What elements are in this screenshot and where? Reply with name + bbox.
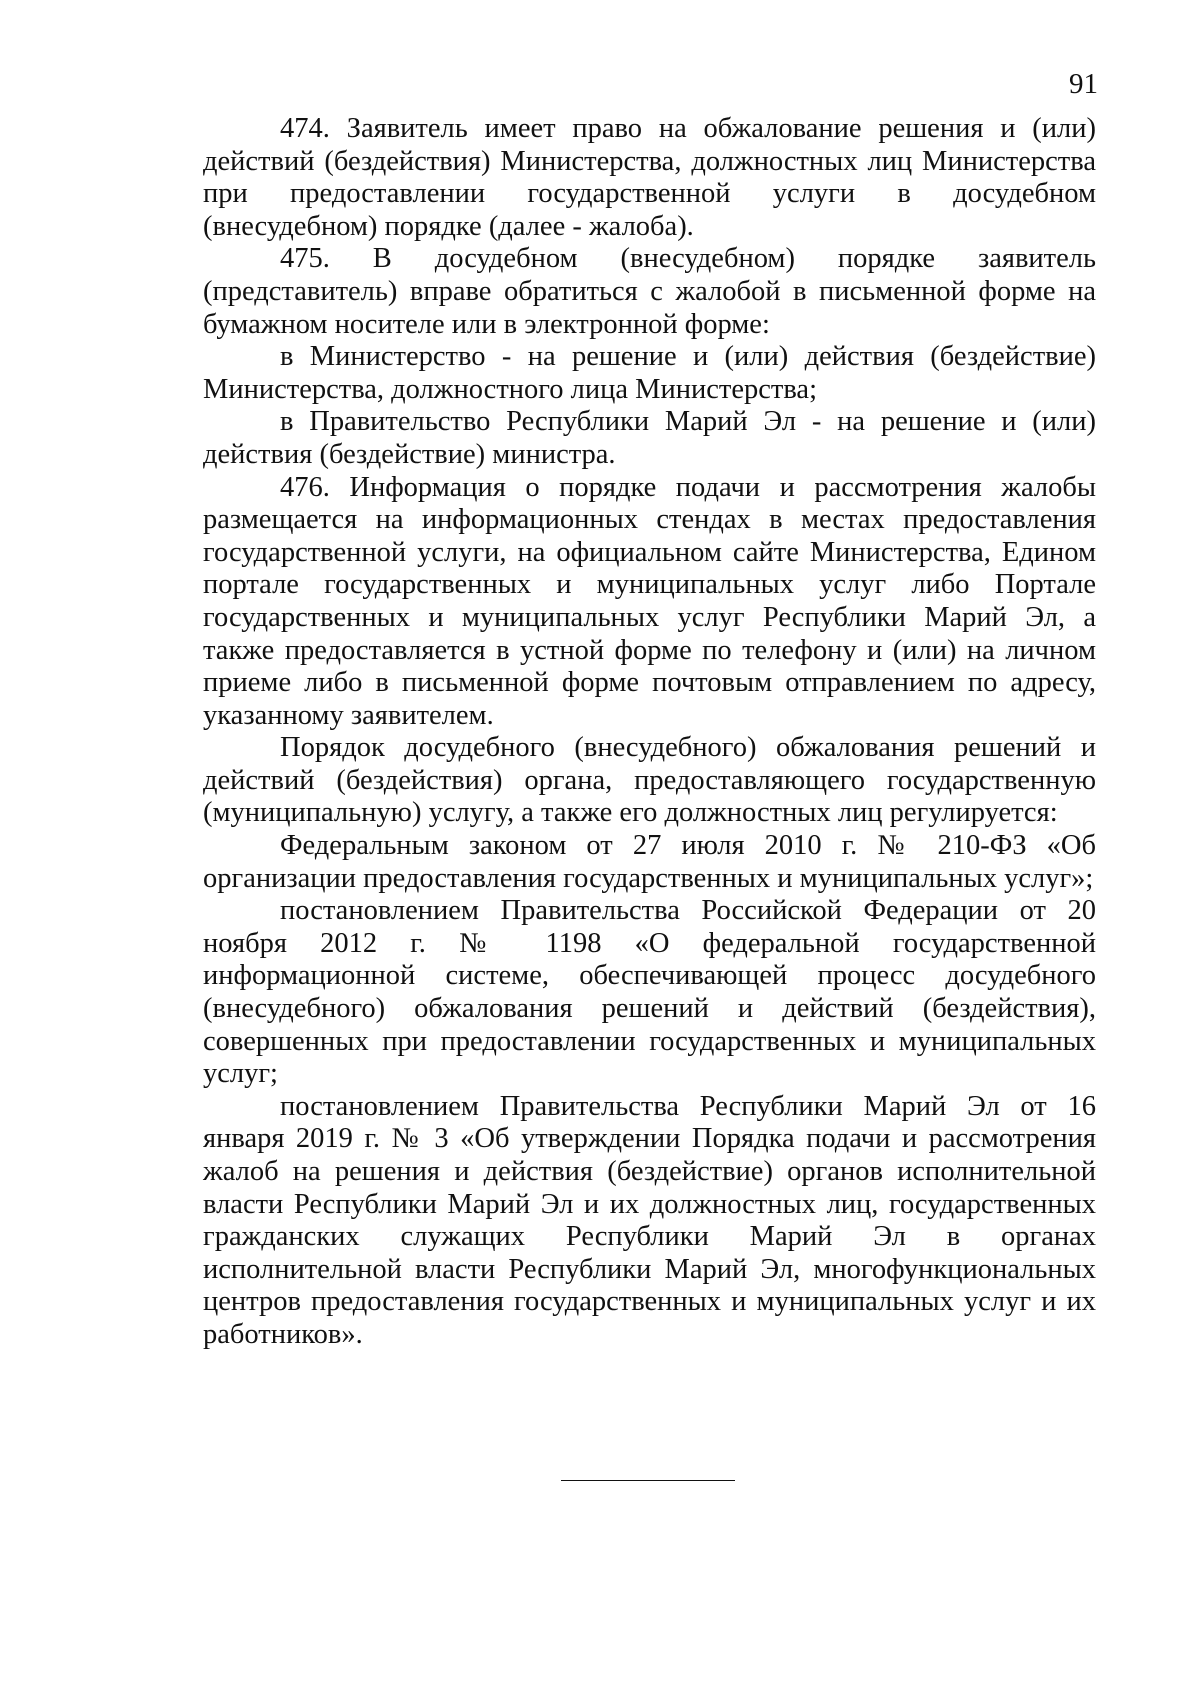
end-of-document-rule [561, 1480, 735, 1481]
page-number: 91 [1069, 68, 1098, 100]
paragraph-476: 476. Информация о порядке подачи и рассмотрения жалобы размещается на информационных стендах в местах предоставления государственной услуги, на официальном сайте Министерства, Едином портале государственных и муниципальных услуг либо Портале государственных и муниципальных услуг Республики Марий Эл, а также предоставляется в устной форме по телефону и (или) на личном приеме либо в письменной форме почтовым отправлением по адресу, указанному заявителем. [203, 471, 1096, 731]
paragraph-mari-el-resolution: постановлением Правительства Республики Марий Эл от 16 января 2019 г. № 3 «Об утверждении Порядка подачи и рассмотрения жалоб на решения и действия (бездействие) органов исполнительной власти Республики Марий Эл и их должностных лиц, государственных гражданских служащих Республики Марий Эл в органах исполнительной власти Республики Марий Эл, многофункциональных центров предоставления государственных и муниципальных услуг и их работников». [203, 1090, 1096, 1350]
paragraph-474: 474. Заявитель имеет право на обжалование решения и (или) действий (бездействия) Министерства, должностных лиц Министерства при предоставлении государственной услуги в досудебном (внесудебном) порядке (далее - жалоба). [203, 113, 1096, 242]
paragraph-475: 475. В досудебном (внесудебном) порядке заявитель (представитель) вправе обратиться с жалобой в письменной форме на бумажном носителе или в электронной форме: [203, 243, 1096, 340]
paragraph-federal-law: Федеральным законом от 27 июля 2010 г. № 210-ФЗ «Об организации предоставления государственных и муниципальных услуг»; [203, 830, 1096, 894]
paragraph-procedure-regulation: Порядок досудебного (внесудебного) обжалования решений и действий (бездействия) органа, предоставляющего государственную (муниципальную) услугу, а также его должностных лиц регулируется: [203, 732, 1096, 829]
paragraph-ministry-appeal: в Министерство - на решение и (или) действия (бездействие) Министерства, должностного лица Министерства; [203, 341, 1096, 405]
document-body [203, 113, 1096, 1352]
paragraph-rf-government-resolution: постановлением Правительства Российской Федерации от 20 ноября 2012 г. № 1198 «О федеральной государственной информационной системе, обеспечивающей процесс досудебного (внесудебного) обжалования решений и действий (бездействия), совершенных при предоставлении государственных и муниципальных услуг; [203, 895, 1096, 1090]
paragraph-government-appeal: в Правительство Республики Марий Эл - на решение и (или) действия (бездействие) министра. [203, 406, 1096, 470]
